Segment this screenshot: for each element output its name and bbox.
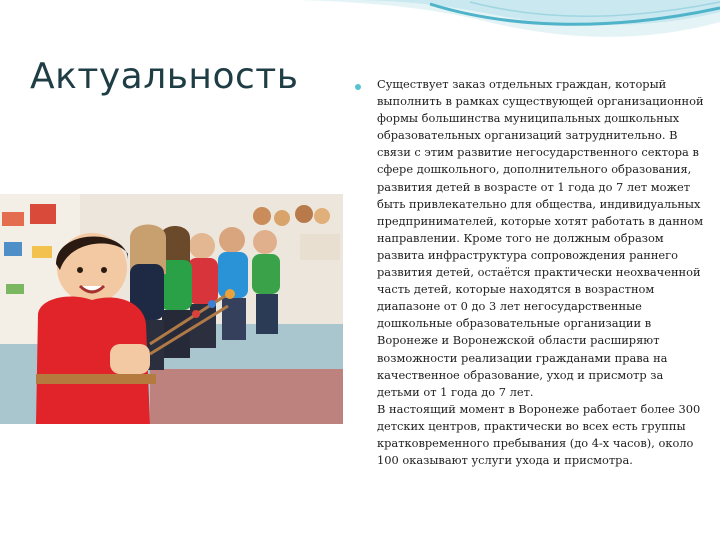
bullet-marker <box>355 84 361 90</box>
body-paragraph-1: Существует заказ отдельных граждан, который выполнить в рамках существующей организационной формы большинства муниципальных дошкольных образовательных организаций затруднительно. В связи с этим развитие негосударственного сектора в сфере дошкольного, дополнительного образования, развития детей в возрасте от 1 года до 7 лет может быть привлекательно для общества, индивидуальных предпринимателей, которые хотят работать в данном направлении. Кроме того не должным образом развита инфраструктура сопровождения раннего развития детей, остаётся практически неохваченной часть детей, которые находятся в возрастном диапазоне от 0 до 3 лет негосударственные дошкольные образовательные организации в Воронеже и Воронежской области расширяют возможности реализации гражданами права на качественное образование, уход и присмотр за детьми от 1 года до 7 лет. <box>377 77 704 399</box>
children-photo <box>0 194 343 424</box>
body-paragraph-2: В настоящий момент в Воронеже работает более 300 детских центров, практически во всех есть группы кратковременного пребывания (до 4-х часов), около 100 оказывают услуги ухода и присмотра. <box>377 401 701 468</box>
slide-title: Актуальность <box>30 56 299 97</box>
body-text <box>377 76 707 469</box>
header-wave-decoration <box>0 0 720 60</box>
